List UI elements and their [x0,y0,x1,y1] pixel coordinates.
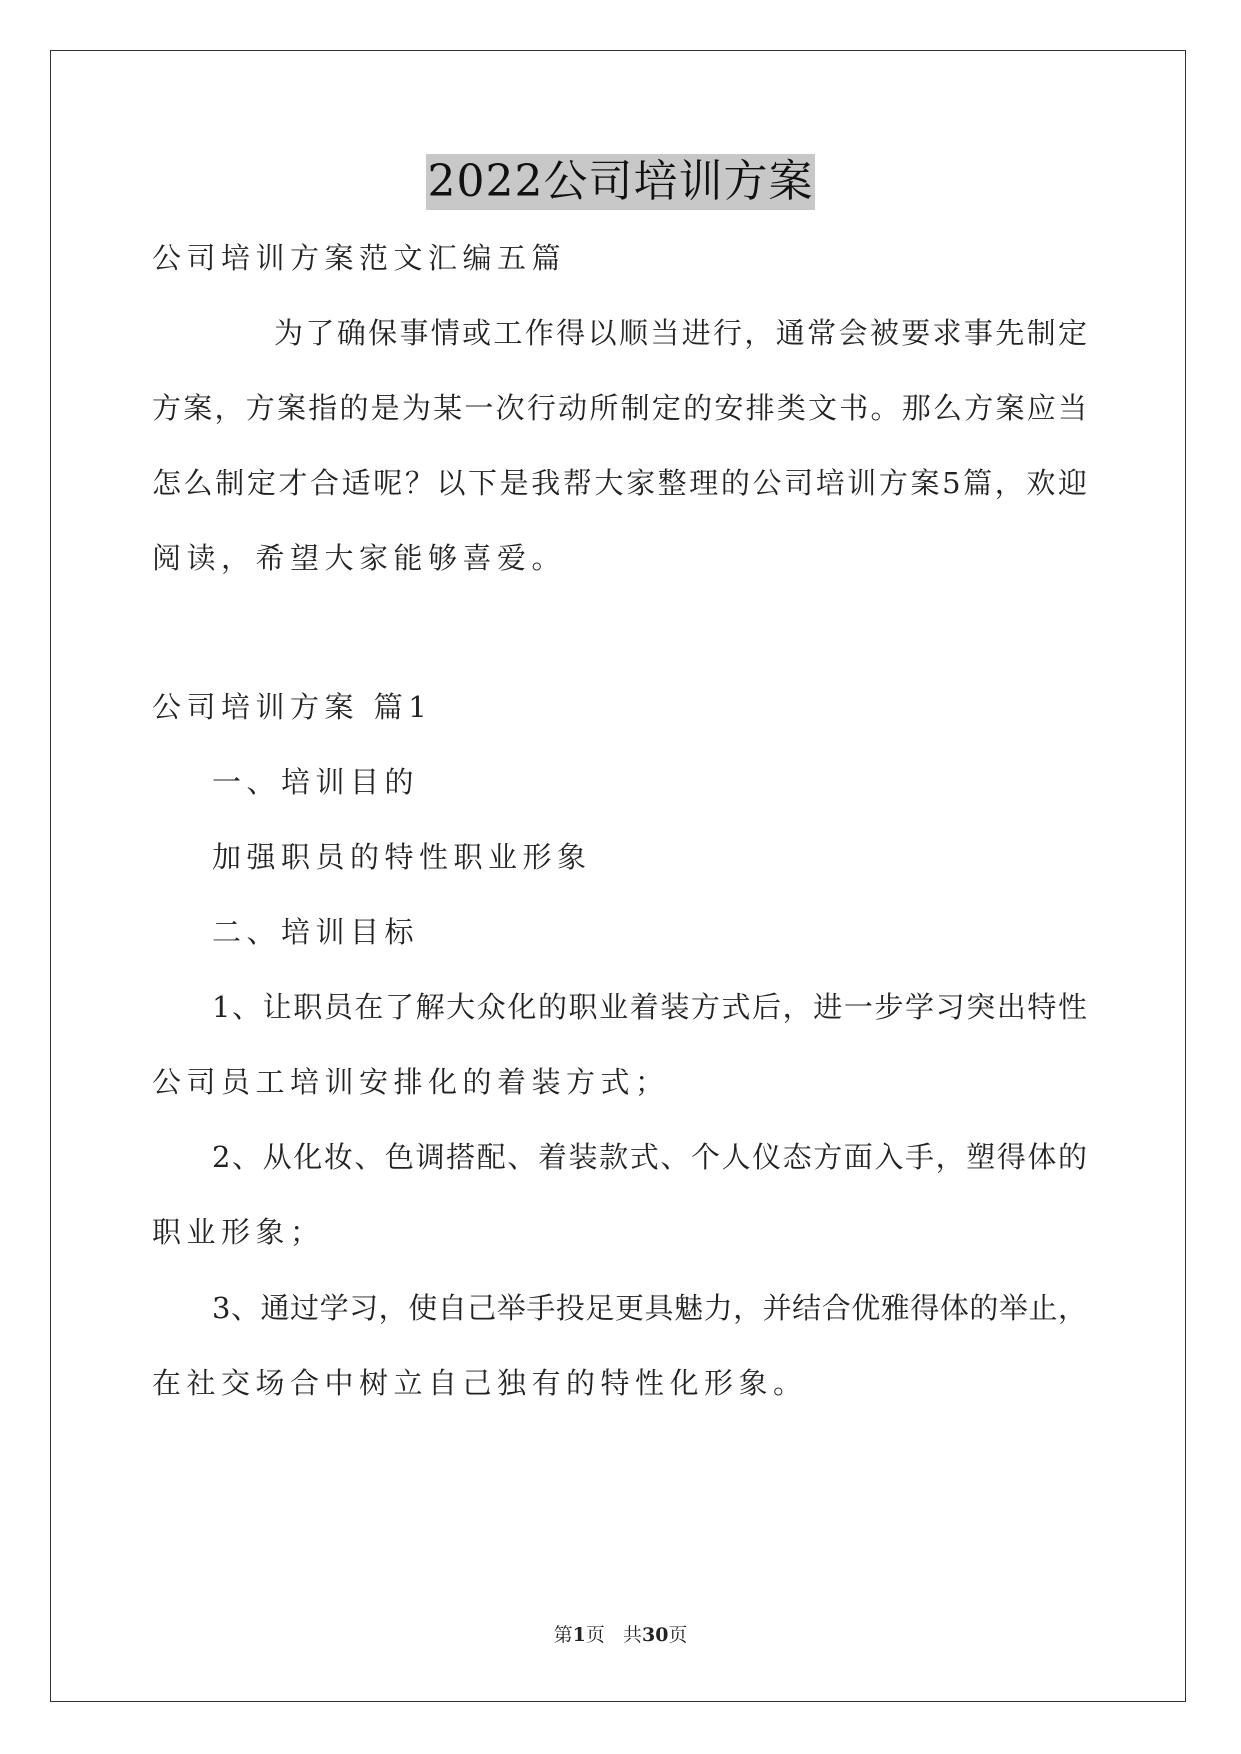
intro-line-2: 方案，方案指的是为某一次行动所制定的安排类文书。那么方案应当 [152,391,1087,425]
list-item: 在社交场合中树立自己独有的特性化形象。 [152,1366,808,1400]
list-item: 职业形象； [152,1215,325,1249]
section-heading: 公司培训方案 篇1 [152,690,433,724]
subtitle: 公司培训方案范文汇编五篇 [152,241,567,275]
intro-line-3: 怎么制定才合适呢？以下是我帮大家整理的公司培训方案5篇，欢迎 [152,466,1087,500]
footer-total-suffix: 页 [668,1624,688,1646]
list-item: 公司员工培训安排化的着装方式； [152,1065,670,1099]
intro-line-1: 为了确保事情或工作得以顺当进行，通常会被要求事先制定 [274,316,1087,350]
footer-prefix: 第 [553,1624,573,1646]
list-item: 2、从化妆、色调搭配、着装款式、个人仪态方面入手，塑得体的 [212,1140,1087,1174]
title-area [0,154,1241,210]
list-item: 3、通过学习，使自己举手投足更具魅力，并结合优雅得体的举止， [212,1291,1087,1325]
footer-page-suffix: 页 [585,1624,605,1646]
page-footer [0,1622,1241,1648]
intro-line-4: 阅读，希望大家能够喜爱。 [152,541,567,575]
list-item: 1、让职员在了解大众化的职业着装方式后，进一步学习突出特性 [212,990,1087,1024]
list-item: 二、培训目标 [212,915,420,949]
list-item: 加强职员的特性职业形象 [212,840,592,874]
footer-total-prefix: 共 [622,1624,642,1646]
document-title: 2022公司培训方案 [426,154,816,210]
total-pages-number: 30 [641,1624,669,1646]
list-item: 一、培训目的 [212,765,420,799]
current-page-number: 1 [572,1624,586,1646]
